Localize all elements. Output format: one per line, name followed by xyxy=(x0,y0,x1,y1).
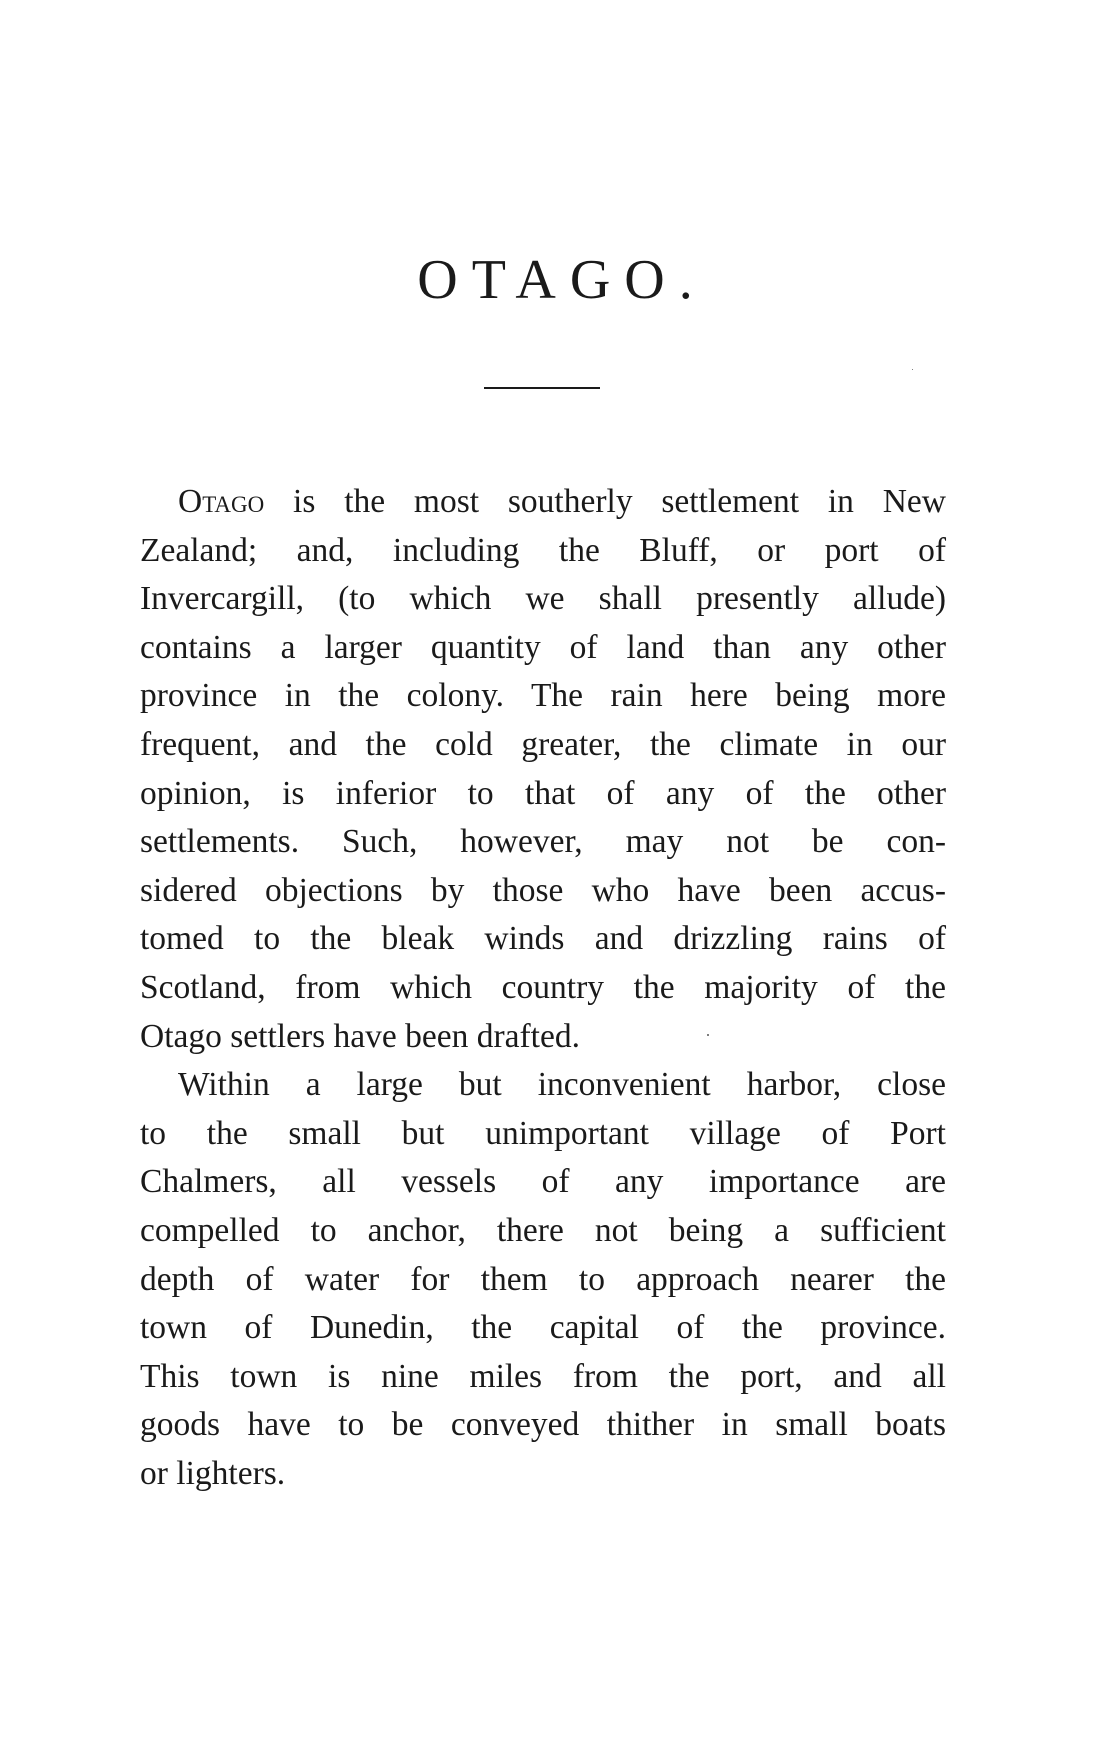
print-speck xyxy=(912,369,913,370)
text-line: sidered objections by those who have been accus- xyxy=(140,871,946,909)
text-line: depth of water for them to approach nearer the xyxy=(140,1260,946,1298)
text-line: goods have to be conveyed thither in small boats xyxy=(140,1406,946,1444)
text-line: or lighters. xyxy=(140,1454,286,1492)
text-line: contains a larger quantity of land than any other xyxy=(140,628,946,666)
text-line: Within a large but inconvenient harbor, close xyxy=(178,1066,946,1104)
text-line: frequent, and the cold greater, the climate in our xyxy=(140,725,946,763)
text-line: settlements. Such, however, may not be con- xyxy=(140,823,946,861)
line-text: is the most southerly settlement in New xyxy=(264,483,946,520)
print-speck xyxy=(707,1034,709,1036)
text-line: province in the colony. The rain here being more xyxy=(140,677,946,715)
paragraph-2 xyxy=(140,1061,946,1498)
text-line: Scotland, from which country the majority of the xyxy=(140,968,946,1006)
title-rule xyxy=(484,387,600,389)
text-line: This town is nine miles from the port, and all xyxy=(140,1357,946,1395)
text-line: Otago settlers have been drafted. xyxy=(140,1017,580,1055)
text-line: compelled to anchor, there not being a sufficient xyxy=(140,1211,946,1249)
text-line: opinion, is inferior to that of any of the other xyxy=(140,774,946,812)
body-text xyxy=(140,478,946,1498)
text-line: Chalmers, all vessels of any importance are xyxy=(140,1163,946,1201)
text-line: tomed to the bleak winds and drizzling rains of xyxy=(140,920,946,958)
lead-word: Otago xyxy=(178,483,265,520)
text-line xyxy=(140,478,946,527)
paragraph-1 xyxy=(140,478,946,1061)
text-line: town of Dunedin, the capital of the province. xyxy=(140,1309,946,1347)
chapter-title: OTAGO. xyxy=(417,249,707,311)
text-line: to the small but unimportant village of Port xyxy=(140,1114,946,1152)
text-line: Invercargill, (to which we shall presently allude) xyxy=(140,580,946,618)
text-line: Zealand; and, including the Bluff, or port of xyxy=(140,531,946,569)
